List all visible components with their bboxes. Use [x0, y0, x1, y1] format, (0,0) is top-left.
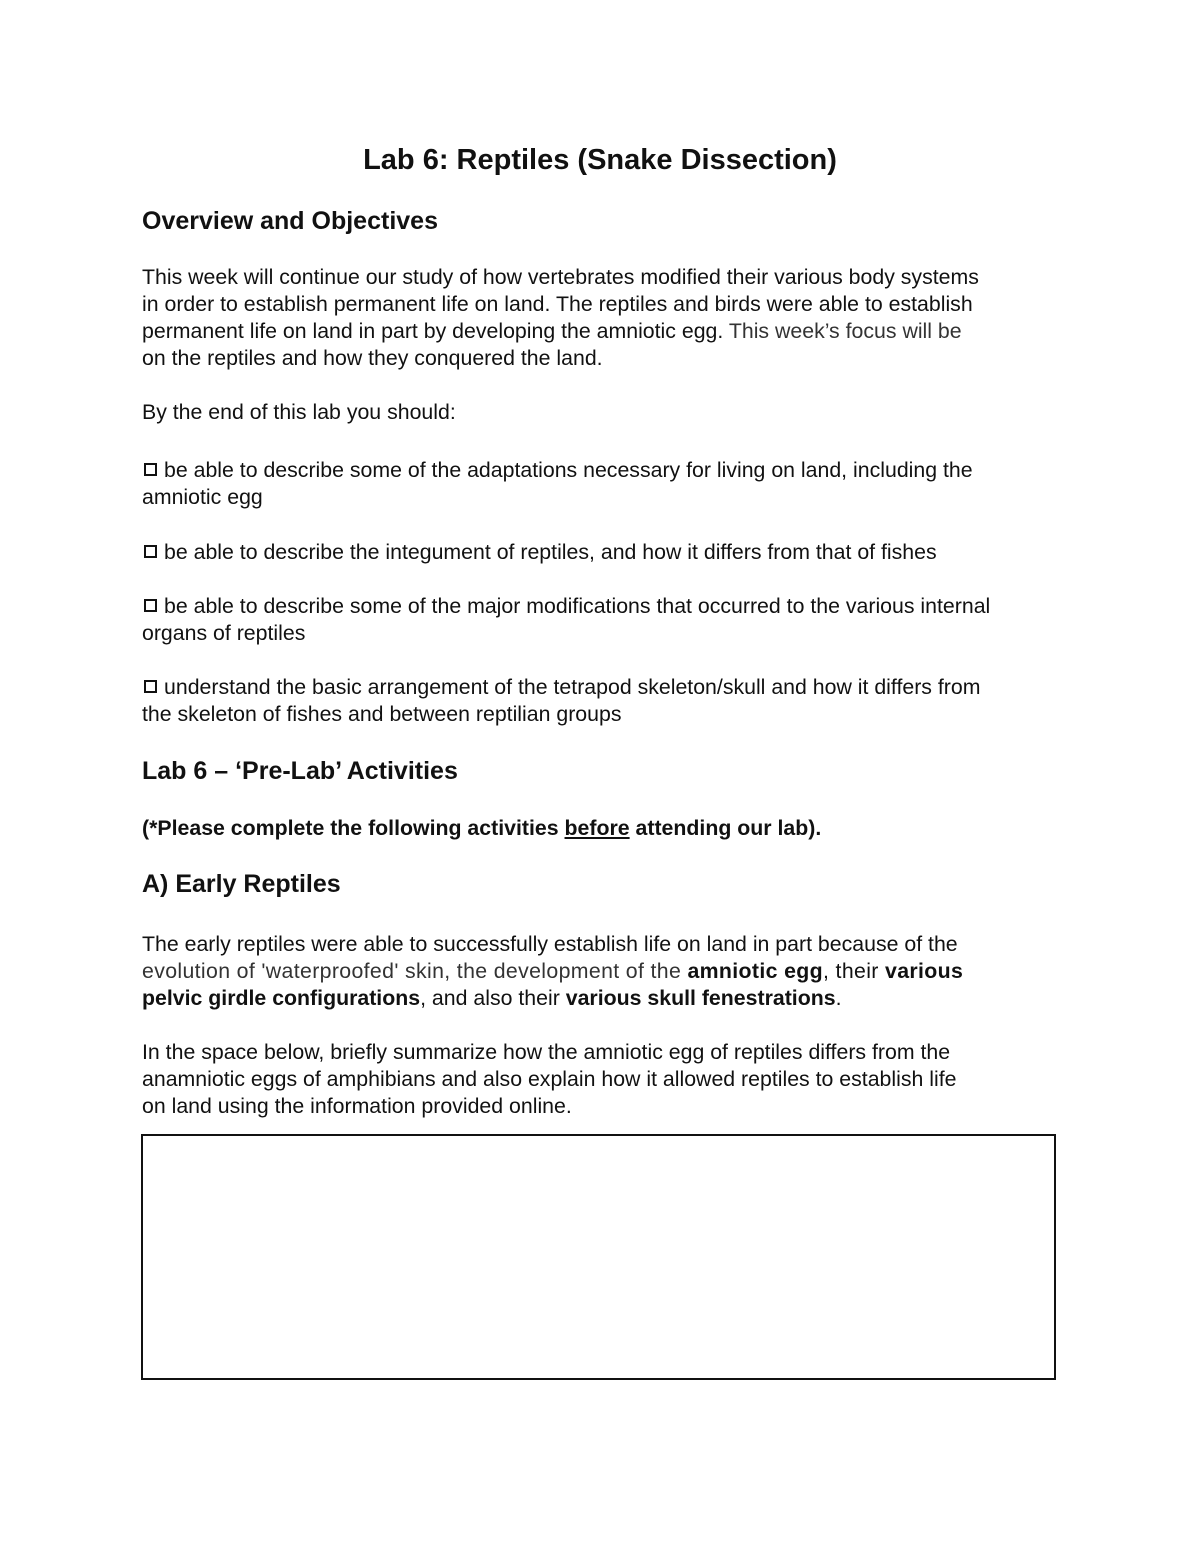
section-a-p1-line-2	[142, 958, 1062, 985]
overview-heading: Overview and Objectives	[142, 207, 438, 235]
objectives-intro: By the end of this lab you should:	[142, 400, 456, 424]
checkbox-icon[interactable]	[144, 599, 157, 612]
objective-1-line-2: amniotic egg	[142, 485, 263, 509]
objective-item-4	[142, 674, 1062, 728]
objective-3-line-2: organs of reptiles	[142, 621, 306, 645]
objective-4-line-2: the skeleton of fishes and between reptilian groups	[142, 702, 622, 726]
checkbox-icon[interactable]	[144, 545, 157, 558]
objective-3-line-1: be able to describe some of the major modifications that occurred to the various internal	[164, 594, 991, 618]
section-a-heading: A) Early Reptiles	[142, 870, 341, 898]
section-a-p2-line-3: on land using the information provided online.	[142, 1094, 572, 1118]
objective-item-1	[142, 457, 1062, 511]
section-a-p2-line-1: In the space below, briefly summarize how the amniotic egg of reptiles differs from the	[142, 1040, 951, 1064]
p1-line-2b: , their	[823, 959, 885, 983]
p1-bold-various: various	[885, 959, 964, 983]
prelab-note-underlined: before	[564, 816, 630, 840]
section-a-paragraph-2	[142, 1039, 1062, 1120]
checkbox-icon[interactable]	[144, 680, 157, 693]
section-a-paragraph-1	[142, 931, 1062, 1012]
prelab-heading: Lab 6 – ‘Pre-Lab’ Activities	[142, 757, 458, 785]
overview-line-4: on the reptiles and how they conquered the land.	[142, 346, 603, 370]
section-a-p2-line-2: anamniotic eggs of amphibians and also explain how it allowed reptiles to establish life	[142, 1067, 957, 1091]
section-a-p1-line-3	[142, 985, 1062, 1012]
overview-line-3b: This week’s focus will be	[723, 319, 962, 343]
p1-bold-amniotic-egg: amniotic egg	[687, 959, 824, 983]
section-a-p1-line-1: The early reptiles were able to successfully establish life on land in part because of the	[142, 932, 958, 956]
p1-bold-pelvic-girdle: pelvic girdle configurations	[142, 986, 421, 1010]
objective-4-line-1: understand the basic arrangement of the tetrapod skeleton/skull and how it differs from	[164, 675, 981, 699]
prelab-note-after: attending our lab).	[629, 816, 822, 840]
objective-2-line-1: be able to describe the integument of reptiles, and how it differs from that of fishes	[164, 540, 937, 564]
objective-item-2	[142, 539, 1062, 566]
objective-1-line-1: be able to describe some of the adaptations necessary for living on land, including the	[164, 458, 973, 482]
overview-line-3	[142, 318, 1062, 345]
answer-box[interactable]	[141, 1134, 1056, 1380]
checkbox-icon[interactable]	[144, 463, 157, 476]
page-title: Lab 6: Reptiles (Snake Dissection)	[363, 144, 837, 176]
overview-line-1: This week will continue our study of how vertebrates modified their various body systems	[142, 265, 979, 289]
p1-bold-skull-fenestrations: various skull fenestrations	[565, 986, 836, 1010]
p1-line-3a: , and also their	[420, 986, 566, 1010]
prelab-note-before: (*Please complete the following activities	[142, 816, 565, 840]
overview-line-2: in order to establish permanent life on land. The reptiles and birds were able to establish	[142, 292, 973, 316]
overview-paragraph	[142, 264, 1062, 372]
p1-line-2a: evolution of 'waterproofed' skin, the development of the	[142, 959, 688, 983]
overview-line-3a: permanent life on land in part by developing the amniotic egg.	[142, 319, 724, 343]
objective-item-3	[142, 593, 1062, 647]
prelab-note	[142, 815, 1062, 842]
p1-line-3b: .	[835, 986, 842, 1010]
